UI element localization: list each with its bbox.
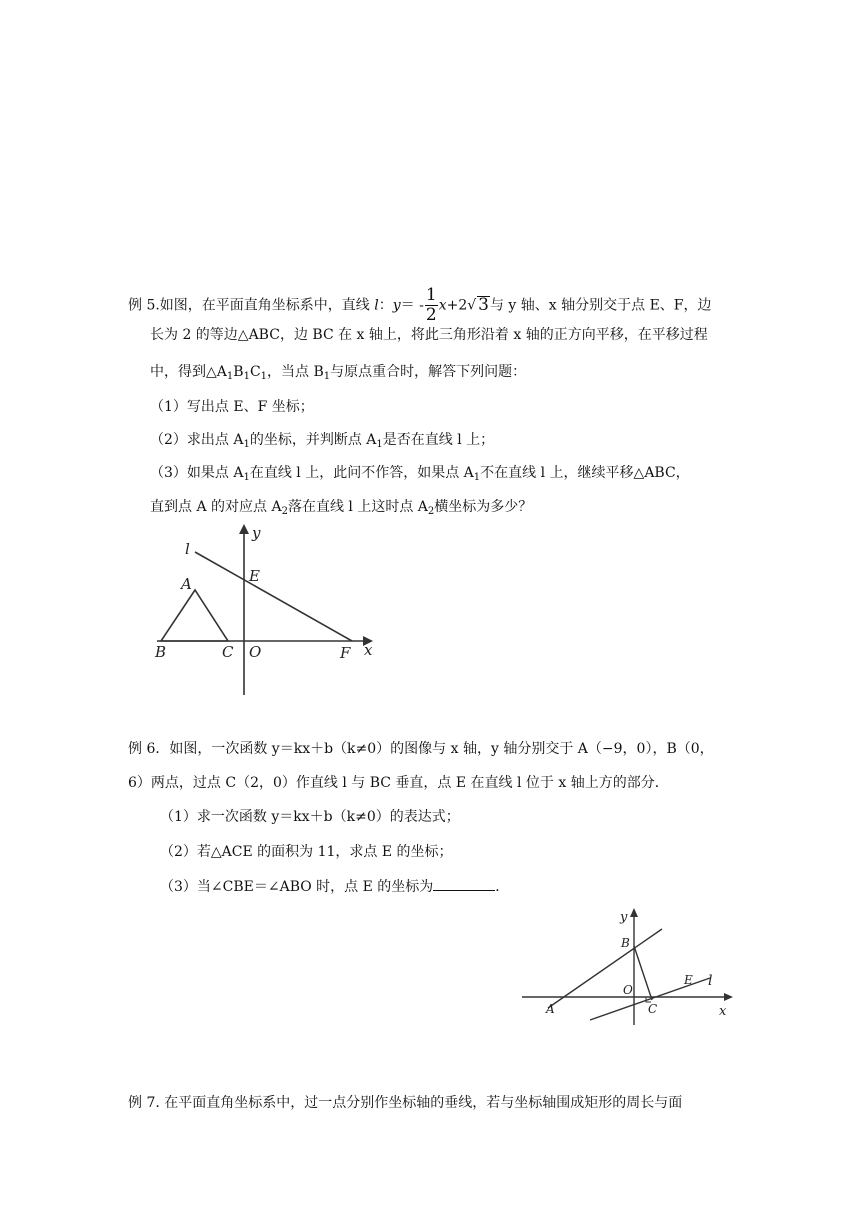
fig-label-x: x	[719, 1004, 727, 1019]
ex6-figure	[520, 905, 740, 1030]
fig-label-l: l	[708, 973, 713, 989]
answer-blank	[433, 878, 495, 891]
fig-label-o: O	[249, 643, 262, 661]
fig-label-x: x	[364, 641, 373, 659]
ex5-line-1: 例 5.如图，在平面直角坐标系中，直线 l：y＝ - $\frac{1}{2}$ x+2√ 3与 y 轴、x 轴分别交于点 E、F，边	[128, 285, 712, 325]
x-axis-arrow	[724, 993, 733, 1001]
fig-label-a: A	[546, 1002, 555, 1016]
ex5-question-1: （1）写出点 E、F 坐标；	[150, 399, 314, 415]
fig-label-b: B	[155, 643, 167, 661]
fraction-one-half: $\frac{1}{2}$	[425, 285, 437, 325]
ex5-question-3-cont: 直到点 A 的对应点 $A_2$落在直线 l 上这时点 $A_2$横坐标为多少？	[150, 499, 533, 517]
ex6-question-3: （3）当∠CBE＝∠ABO 时，点 E 的坐标为 ．	[160, 879, 510, 895]
ex5-figure	[145, 520, 385, 695]
ex7-line-1: 例 7. 在平面直角坐标系中，过一点分别作坐标轴的垂线，若与坐标轴围成矩形的周长与面	[128, 1095, 683, 1111]
sqrt-three: 3	[478, 294, 489, 315]
fig-label-a: A	[181, 575, 192, 593]
fig-label-c: C	[222, 643, 234, 661]
fig-label-e: E	[249, 567, 260, 585]
fig-label-b: B	[621, 936, 630, 950]
ex6-question-2: （2）若△ACE 的面积为 11，求点 E 的坐标；	[160, 844, 453, 860]
ex5-question-2: （2）求出点 $A_1$的坐标，并判断点 $A_1$是否在直线 l 上；	[150, 432, 495, 450]
triangle-abc	[161, 590, 228, 641]
ex6-line-2: 6）两点，过点 C（2，0）作直线 l 与 BC 垂直，点 E 在直线 l 位于 x 轴上方的部分．	[128, 775, 669, 791]
fig-label-y: y	[252, 524, 261, 542]
ex6-question-1: （1）求一次函数 y＝kx＋b（k≠0）的表达式；	[160, 809, 460, 825]
fig-label-l: l	[185, 540, 190, 558]
fig-label-e: E	[684, 973, 693, 987]
ex5-line-2: 长为 2 的等边△ABC，边 BC 在 x 轴上，将此三角形沿着 x 轴的正方向平移，在平移过程	[150, 327, 708, 343]
ex6-line-1: 例 6．如图，一次函数 y＝kx＋b（k≠0）的图像与 x 轴，y 轴分别交于 A（−9，0），B（0，	[128, 741, 714, 757]
y-axis-arrow	[630, 908, 638, 917]
fig-label-o: O	[623, 983, 633, 997]
line-ab	[548, 929, 662, 1008]
y-axis-arrow	[239, 524, 249, 534]
ex5-line-3: 中，得到$\triangle A_1B_1C_1$，当点 $B_1$与原点重合时，解答下列问题：	[150, 364, 527, 382]
fig-label-c: C	[648, 1002, 658, 1016]
fig-label-f: F	[340, 644, 351, 662]
segment-bc	[634, 946, 652, 1000]
ex5-question-3: （3）如果点 $A_1$在直线 l 上，此问不作答，如果点 $A_1$不在直线 l 上，继续平移△ABC，	[150, 465, 690, 483]
fig-label-y: y	[620, 910, 628, 925]
